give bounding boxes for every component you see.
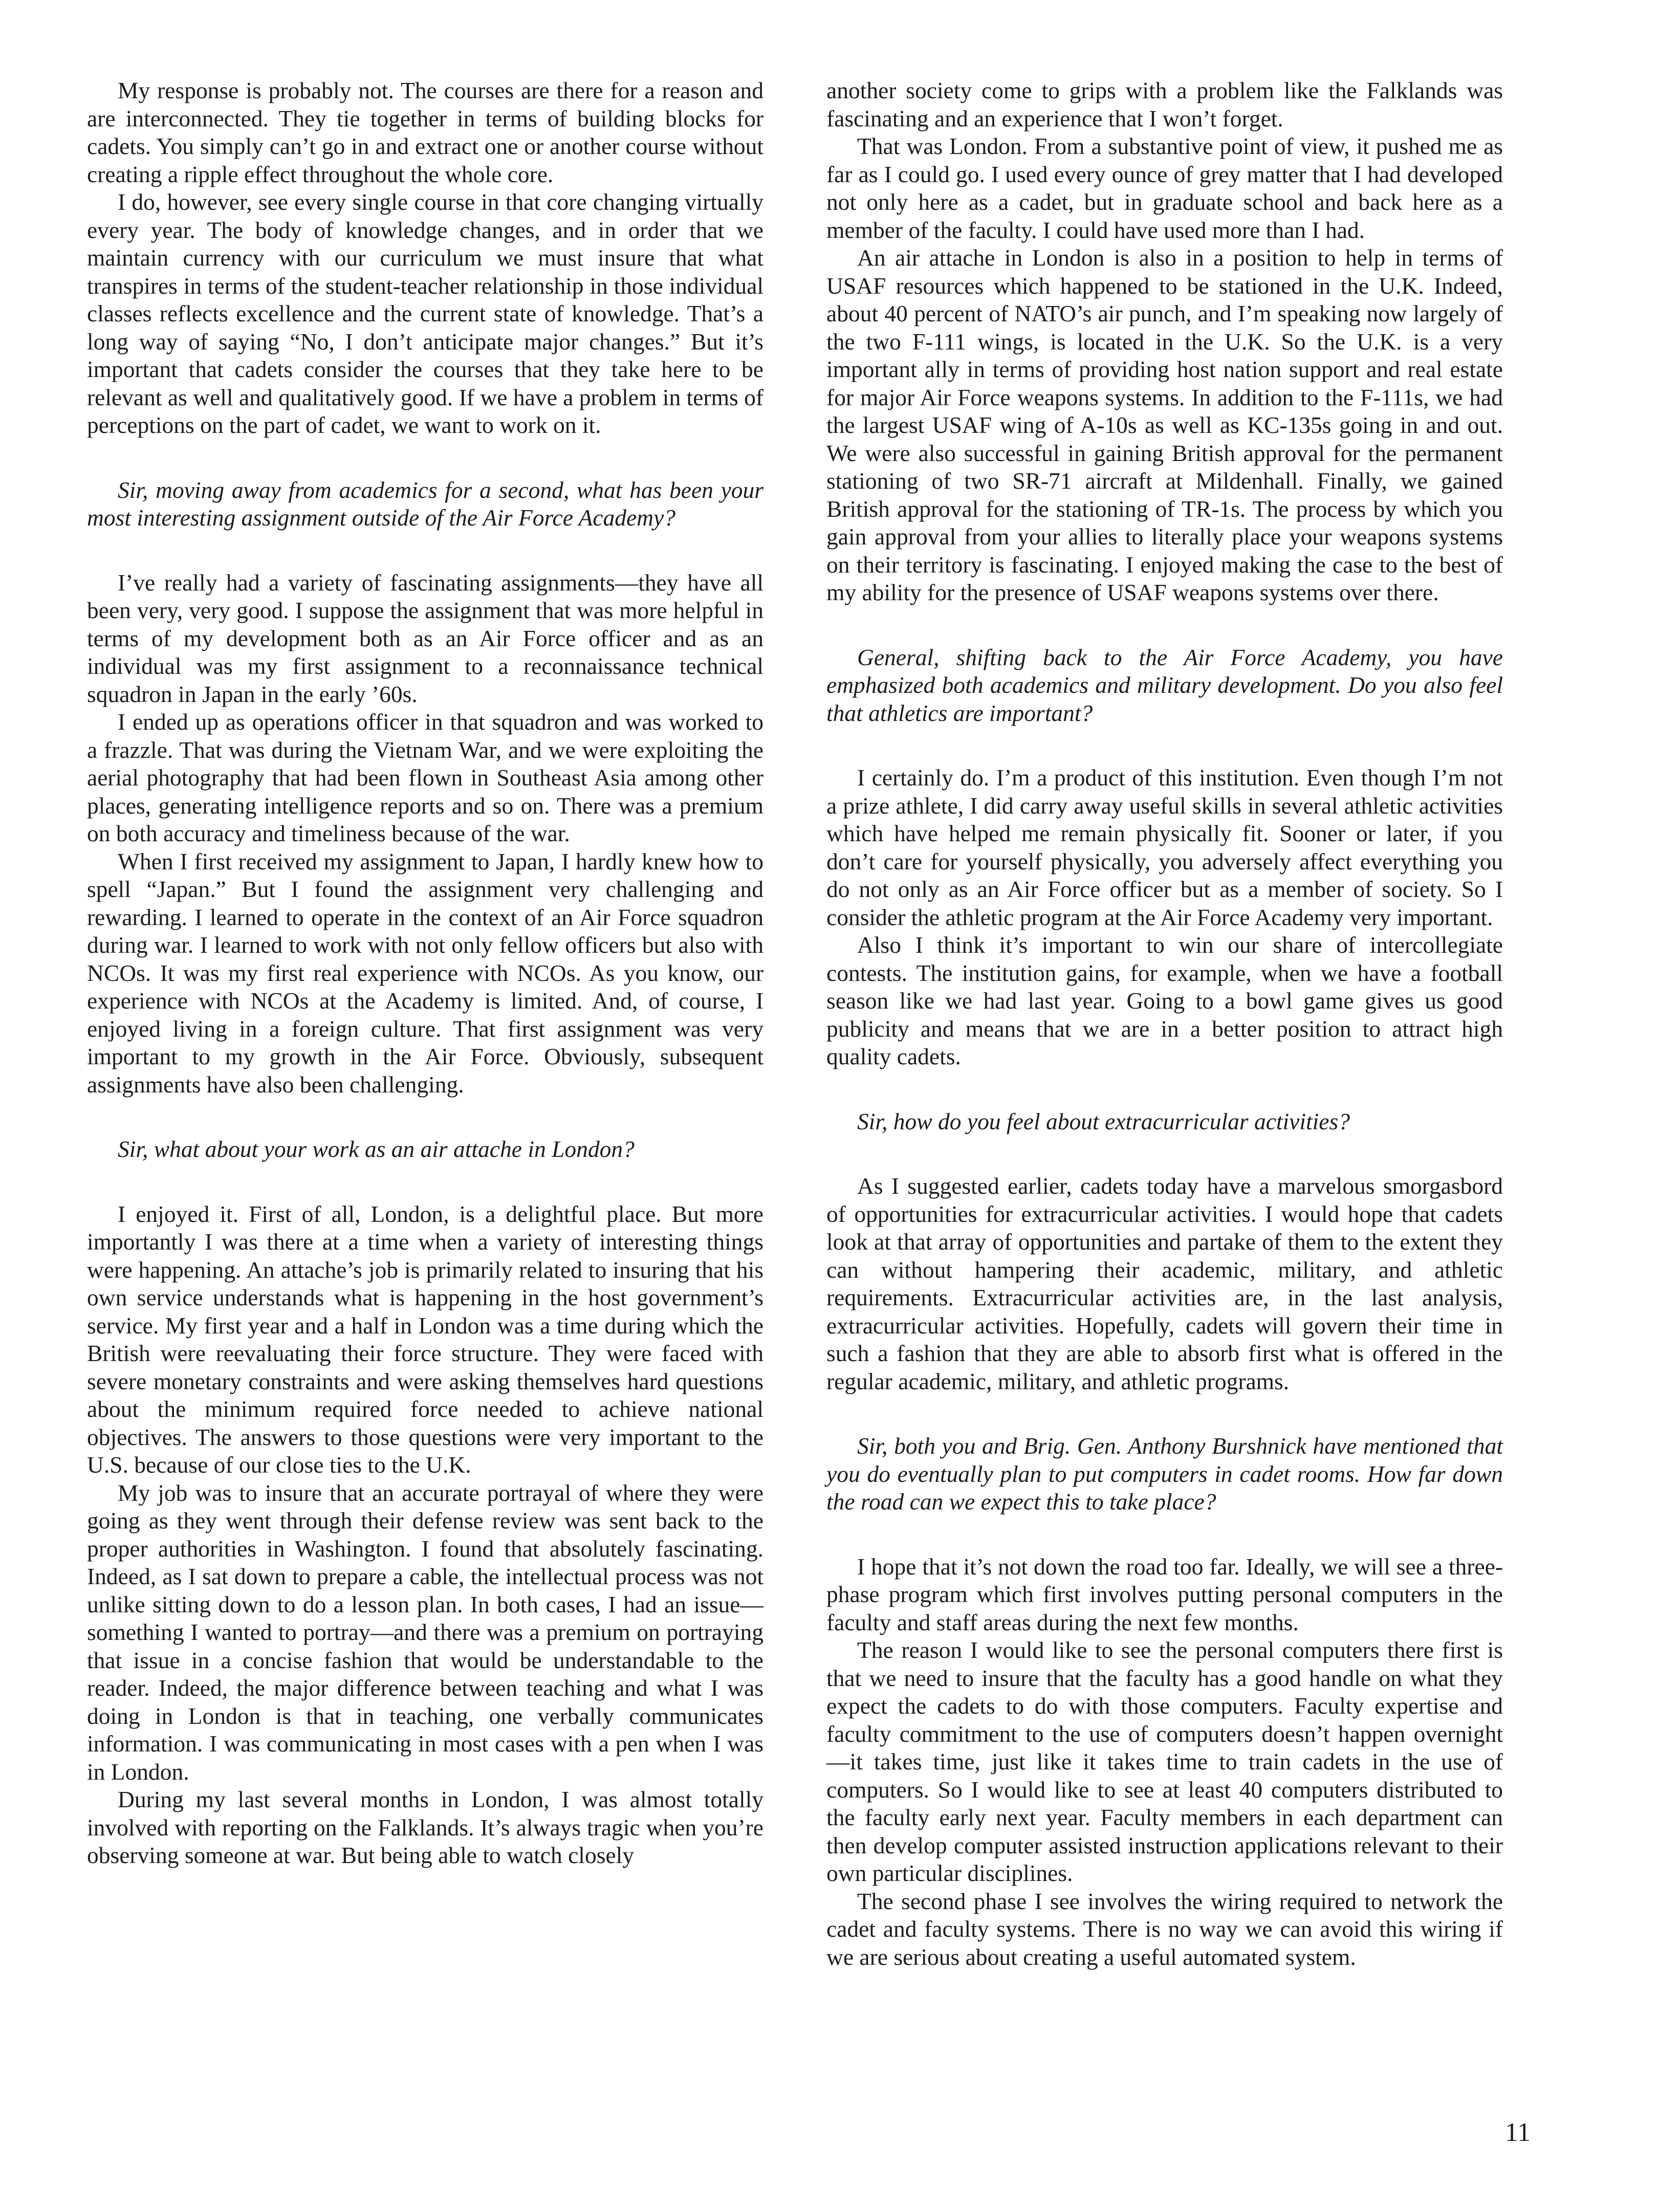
interview-question: Sir, both you and Brig. Gen. Anthony Burshnick have mentioned that you do eventually plan to put computers in cadet rooms. How far down the road can we expect this to take place?	[826, 1433, 1503, 1515]
answer-paragraph: I enjoyed it. First of all, London, is a delightful place. But more importantly I was there at a time when a variety of interesting things were happening. An attache’s job is primarily related to insuring that his own service understands what is happening in the host government’s service. My first year and a half in London was a time during which the British were reevaluating their force structure. They were faced with severe monetary constraints and were asking themselves hard questions about the minimum required force needed to achieve national objectives. The answers to those questions were very important to the U.S. because of our close ties to the U.K.	[87, 1200, 763, 1478]
interview-question: Sir, what about your work as an air attache in London?	[118, 1136, 635, 1162]
answer-paragraph: When I first received my assignment to Japan, I hardly knew how to spell “Japan.” But I found the assignment very challenging and rewarding. I learned to operate in the context of an Air Force squadron during war. I learned to work with not only fellow officers but also with NCOs. It was my first real experience with NCOs. As you know, our experience with NCOs at the Academy is limited. And, of course, I enjoyed living in a foreign culture. That first assignment was very important to my growth in the Air Force. Obviously, subsequent assignments have also been challenging.	[87, 848, 763, 1098]
left-column	[87, 77, 763, 1870]
answer-paragraph: My job was to insure that an accurate portrayal of where they were going as they went through their defense review was sent back to the proper authorities in Washington. I found that absolutely fascinating. Indeed, as I sat down to prepare a cable, the intellectual process was not unlike sitting down to do a lesson plan. In both cases, I had an issue—something I wanted to portray—and there was a premium on portraying that issue in a concise fashion that would be understandable to the reader. Indeed, the major difference between teaching and what I was doing in London is that in teaching, one verbally communicates information. I was communicating in most cases with a pen when I was in London.	[87, 1479, 763, 1785]
interview-question: Sir, how do you feel about extracurricular activities?	[857, 1108, 1350, 1134]
continued-paragraph: another society come to grips with a problem like the Falklands was fascinating and an experience that I won’t forget.	[826, 77, 1503, 132]
answer-paragraph: My response is probably not. The courses are there for a reason and are interconnected. They tie together in terms of building blocks for cadets. You simply can’t go in and extract one or another course without creating a ripple effect throughout the whole core.	[87, 77, 763, 187]
answer-paragraph: I’ve really had a variety of fascinating assignments—they have all been very, very good. I suppose the assignment that was more helpful in terms of my development both as an Air Force officer and as an individual was my first assignment to a reconnaissance technical squadron in Japan in the early ’60s.	[87, 569, 763, 707]
answer-paragraph: I hope that it’s not down the road too far. Ideally, we will see a three-phase program which first involves putting personal computers in the faculty and staff areas during the next few months.	[826, 1553, 1503, 1635]
answer-paragraph: I ended up as operations officer in that squadron and was worked to a frazzle. That was during the Vietnam War, and we were exploiting the aerial photography that had been flown in Southeast Asia among other places, generating intelligence reports and so on. There was a premium on both accuracy and timeliness because of the war.	[87, 709, 763, 846]
answer-paragraph: During my last several months in London, I was almost totally involved with reporting on the Falklands. It’s always tragic when you’re observing someone at war. But being able to watch closely	[87, 1786, 763, 1868]
answer-paragraph: The reason I would like to see the personal computers there first is that we need to insure that the faculty has a good handle on what they expect the cadets to do with those computers. Faculty expertise and faculty commitment to the use of computers doesn’t happen overnight—it takes time, just like it takes time to train cadets in the use of computers. So I would like to see at least 40 computers distributed to the faculty early next year. Faculty members in each department can then develop computer assisted instruction applications relevant to their own particular disciplines.	[826, 1637, 1503, 1886]
answer-paragraph: I do, however, see every single course in that core changing virtually every year. The body of knowledge changes, and in order that we maintain currency with our curriculum we must insure that what transpires in terms of the student-teacher relationship in those individual classes reflects excellence and the current state of knowledge. That’s a long way of saying “No, I don’t anticipate major changes.” But it’s important that cadets consider the courses that they take here to be relevant as well and qualitatively good. If we have a problem in terms of perceptions on the part of cadet, we want to work on it.	[87, 189, 763, 438]
interview-question: General, shifting back to the Air Force Academy, you have emphasized both academics and military development. Do you also feel that athletics are important?	[826, 644, 1503, 726]
interview-question: Sir, moving away from academics for a second, what has been your most interesting assignment outside of the Air Force Academy?	[87, 476, 763, 531]
answer-paragraph: That was London. From a substantive point of view, it pushed me as far as I could go. I used every ounce of grey matter that I had developed not only here as a cadet, but in graduate school and back here as a member of the faculty. I could have used more than I had.	[826, 133, 1503, 243]
answer-paragraph: Also I think it’s important to win our share of intercollegiate contests. The institution gains, for example, when we have a football season like we had last year. Going to a bowl game gives us good publicity and means that we are in a better position to attract high quality cadets.	[826, 932, 1503, 1069]
answer-paragraph: As I suggested earlier, cadets today have a marvelous smorgasbord of opportunities for extracurricular activities. I would hope that cadets look at that array of opportunities and partake of them to the extent they can without hampering their academic, military, and athletic requirements. Extracurricular activities are, in the last analysis, extracurricular activities. Hopefully, cadets will govern their time in such a fashion that they are able to absorb first what is offered in the regular academic, military, and athletic programs.	[826, 1173, 1503, 1394]
answer-paragraph: I certainly do. I’m a product of this institution. Even though I’m not a prize athlete, I did carry away useful skills in several athletic activities which have helped me remain physically fit. Sooner or later, if you don’t care for yourself physically, you adversely affect everything you do not only as an Air Force officer but as a member of society. So I consider the athletic program at the Air Force Academy very important.	[826, 764, 1503, 930]
answer-paragraph: An air attache in London is also in a position to help in terms of USAF resources which happened to be stationed in the U.K. Indeed, about 40 percent of NATO’s air punch, and I’m speaking now largely of the two F-111 wings, is located in the U.K. So the U.K. is a very important ally in terms of providing host nation support and real estate for major Air Force weapons systems. In addition to the F-111s, we had the largest USAF wing of A-10s as well as KC-135s going in and out. We were also successful in gaining British approval for the permanent stationing of two SR-71 aircraft at Mildenhall. Finally, we gained British approval for the stationing of TR-1s. The process by which you gain approval from your allies to literally place your weapons systems on their territory is fascinating. I enjoyed making the case to the best of my ability for the presence of USAF weapons systems over there.	[826, 245, 1503, 605]
answer-paragraph: The second phase I see involves the wiring required to network the cadet and faculty systems. There is no way we can avoid this wiring if we are serious about creating a useful automated system.	[826, 1888, 1503, 1970]
page-number: 11	[1504, 2118, 1531, 2147]
right-column	[826, 77, 1503, 1971]
